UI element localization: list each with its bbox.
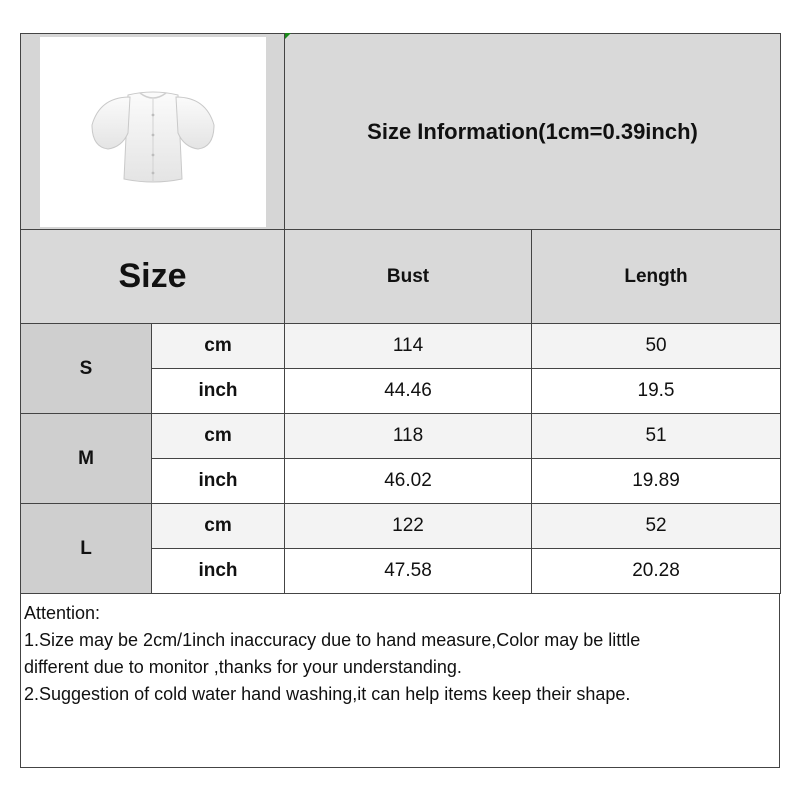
product-photo (40, 37, 266, 227)
bust-column-header: Bust (285, 230, 532, 324)
product-image-cell (21, 34, 285, 230)
length-value: 19.5 (532, 369, 781, 414)
length-value: 50 (532, 324, 781, 369)
unit-label: inch (152, 549, 285, 594)
unit-label: cm (152, 324, 285, 369)
length-value: 51 (532, 414, 781, 459)
bust-value: 47.58 (285, 549, 532, 594)
bust-value: 46.02 (285, 459, 532, 504)
header-row (21, 34, 781, 230)
note-line: 2.Suggestion of cold water hand washing,it can help items keep their shape. (24, 684, 631, 704)
length-value: 19.89 (532, 459, 781, 504)
unit-label: cm (152, 504, 285, 549)
table-row (21, 504, 781, 549)
size-info-title: Size Information(1cm=0.39inch) (285, 34, 781, 230)
unit-label: inch (152, 369, 285, 414)
note-line: different due to monitor ,thanks for your understanding. (24, 657, 462, 677)
bust-value: 114 (285, 324, 532, 369)
bust-value: 44.46 (285, 369, 532, 414)
table-row (21, 414, 781, 459)
shirt-icon (78, 67, 228, 197)
column-header-row (21, 230, 781, 324)
size-label: M (21, 414, 152, 504)
attention-heading: Attention: (24, 603, 101, 623)
note-line: 1.Size may be 2cm/1inch inaccuracy due to hand measure,Color may be little (24, 630, 641, 650)
unit-label: cm (152, 414, 285, 459)
length-column-header: Length (532, 230, 781, 324)
bust-value: 118 (285, 414, 532, 459)
corner-marker (285, 33, 291, 39)
bust-value: 122 (285, 504, 532, 549)
length-value: 20.28 (532, 549, 781, 594)
unit-label: inch (152, 459, 285, 504)
attention-notes (24, 600, 774, 708)
size-label: S (21, 324, 152, 414)
size-column-header: Size (21, 230, 285, 324)
size-label: L (21, 504, 152, 594)
table-row (21, 324, 781, 369)
size-chart-table (20, 33, 781, 594)
length-value: 52 (532, 504, 781, 549)
